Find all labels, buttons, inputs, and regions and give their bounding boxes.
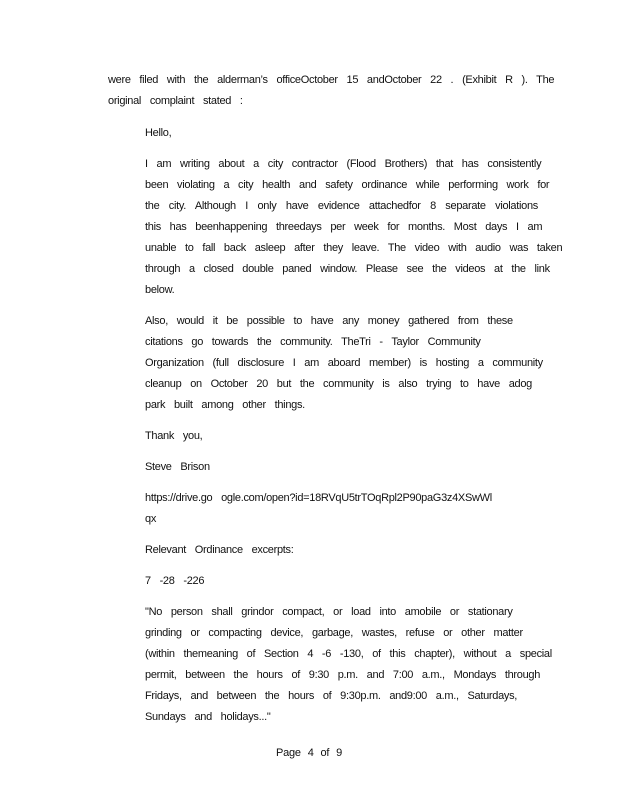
text-line: this has beenhappening threedays per week for months. Most days I am: [145, 221, 543, 233]
intro-line: were filed with the alderman’s officeOctober 15 andOctober 22 . (Exhibit R ). The: [108, 74, 555, 86]
text-line: "No person shall grindor compact, or load into amobile or stationary: [145, 606, 513, 618]
letter-paragraph-2: [145, 311, 543, 416]
text-line: citations go towards the community. TheTri - Taylor Community: [145, 336, 481, 348]
letter-signature: Steve Brison: [145, 461, 210, 473]
text-line: unable to fall back asleep after they leave. The video with audio was taken: [145, 242, 563, 254]
text-line: Also, would it be possible to have any money gathered from these: [145, 315, 513, 327]
text-line: Organization (full disclosure I am aboard member) is hosting a community: [145, 357, 543, 369]
video-link: [145, 488, 538, 530]
text-line: I am writing about a city contractor (Flood Brothers) that has consistently: [145, 158, 542, 170]
quoted-complaint: [145, 123, 563, 738]
ordinance-excerpts-label: Relevant Ordinance excerpts:: [145, 544, 294, 556]
text-line: permit, between the hours of 9:30 p.m. and 7:00 a.m., Mondays through: [145, 669, 541, 681]
letter-closing: Thank you,: [145, 430, 203, 442]
text-line: park built among other things.: [145, 399, 305, 411]
text-line: been violating a city health and safety ordinance while performing work for: [145, 179, 550, 191]
letter-paragraph-1: [145, 154, 563, 301]
letter-greeting: Hello,: [145, 127, 172, 139]
page-number: Page 4 of 9: [275, 747, 343, 759]
ordinance-number: 7 -28 -226: [145, 575, 205, 587]
link-line: qx: [145, 513, 157, 525]
link-line: https://drive.go ogle.com/open?id=18RVqU5trTOqRpl2P90paG3z4XSwWl: [145, 492, 492, 504]
text-line: (within themeaning of Section 4 -6 -130, of this chapter), without a special: [145, 648, 552, 660]
text-line: cleanup on October 20 but the community is also trying to have adog: [145, 378, 532, 390]
intro-paragraph: [108, 70, 555, 112]
intro-line: original complaint stated :: [108, 95, 243, 107]
text-line: Sundays and holidays...": [145, 711, 271, 723]
text-line: the city. Although I only have evidence attachedfor 8 separate violations: [145, 200, 538, 212]
ordinance-quote: [145, 602, 552, 728]
text-line: through a closed double paned window. Please see the videos at the link: [145, 263, 550, 275]
text-line: grinding or compacting device, garbage, wastes, refuse or other matter: [145, 627, 523, 639]
text-line: Fridays, and between the hours of 9:30p.m. and9:00 a.m., Saturdays,: [145, 690, 518, 702]
text-line: below.: [145, 284, 175, 296]
